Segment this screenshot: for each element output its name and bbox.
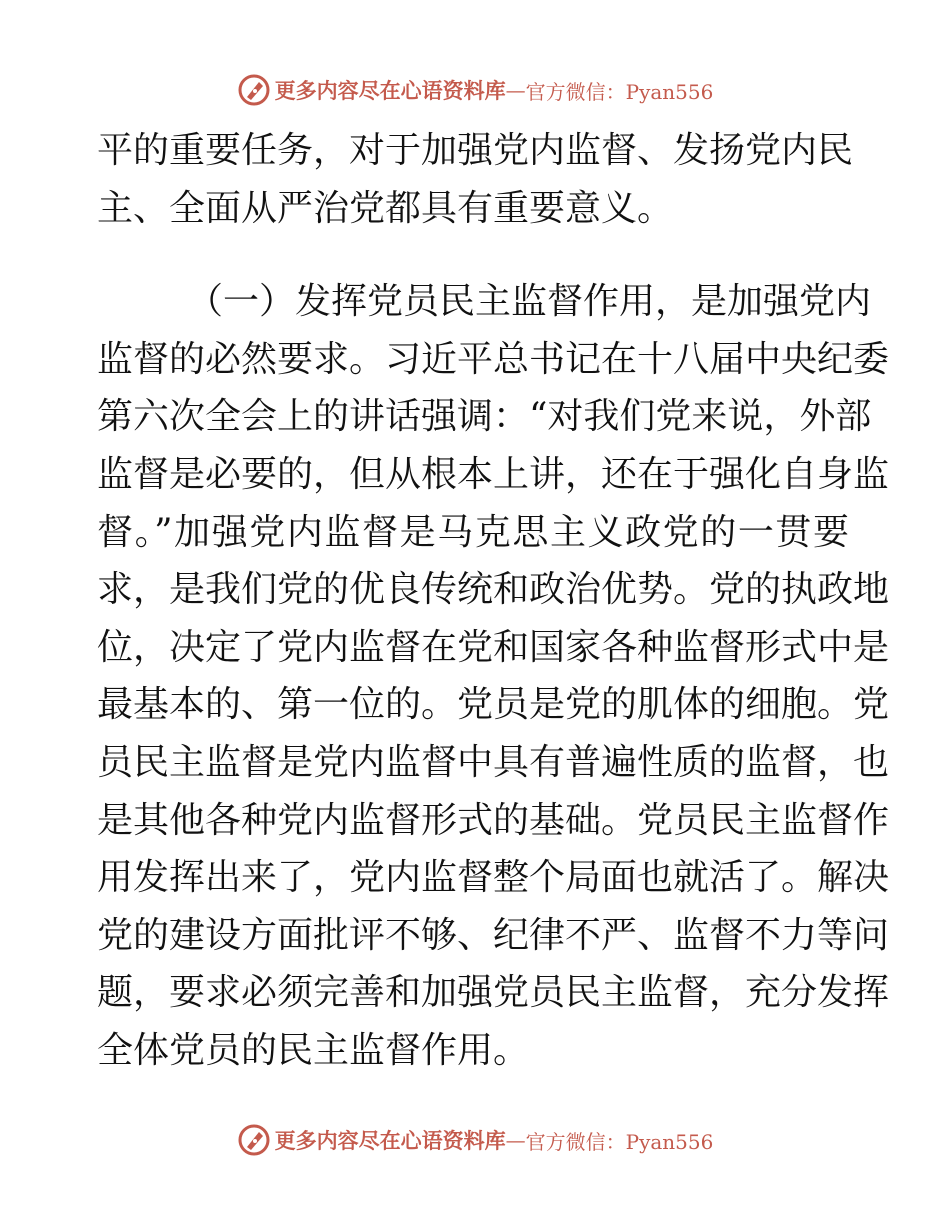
- paragraph-line: 主、全面从严治党都具有重要意义。: [97, 187, 674, 229]
- paragraph-line: 平的重要任务，对于加强党内监督、发扬党内民: [97, 130, 854, 171]
- paragraph-line: 监督的必然要求。习近平总书记在十八届中央纪委: [97, 338, 890, 380]
- paragraph-line: 题，要求必须完善和加强党员民主监督，充分发挥: [97, 972, 890, 1014]
- paragraph-line: 用发挥出来了，党内监督整个局面也就活了。解决: [97, 857, 890, 899]
- document-body: [97, 122, 890, 1080]
- paragraph-line: 监督是必要的，但从根本上讲，还在于强化自身监: [97, 453, 890, 495]
- section-heading-line: （一）发挥党员民主监督作用，是加强党内: [187, 281, 872, 323]
- paragraph-line: 求，是我们党的优良传统和政治优势。党的执政地: [97, 569, 890, 611]
- paragraph-line: 党的建设方面批评不够、纪律不严、监督不力等问: [97, 914, 890, 956]
- banner-slogan: 更多内容尽在心语资料库: [274, 1128, 506, 1153]
- paragraph-line: 最基本的、第一位的。党员是党的肌体的细胞。党: [97, 684, 890, 726]
- paragraph-line: 督。”加强党内监督是马克思主义政党的一贯要: [97, 511, 849, 553]
- banner-separator: —: [505, 78, 526, 102]
- banner-wechat: 官方微信：Pyan556: [525, 79, 714, 104]
- paragraph-line: 位，决定了党内监督在党和国家各种监督形式中是: [97, 626, 890, 668]
- pen-nib-icon: [237, 73, 271, 107]
- paragraph-line: 是其他各种党内监督形式的基础。党员民主监督作: [97, 799, 890, 841]
- header-banner: [0, 70, 950, 110]
- pen-nib-icon: [237, 1123, 271, 1157]
- banner-slogan: 更多内容尽在心语资料库: [274, 78, 506, 103]
- paragraph-line: 第六次全会上的讲话强调：“对我们党来说，外部: [97, 396, 872, 438]
- paragraph-line: 员民主监督是党内监督中具有普遍性质的监督，也: [97, 741, 890, 783]
- footer-banner: [0, 1120, 950, 1160]
- banner-wechat: 官方微信：Pyan556: [525, 1129, 714, 1154]
- paragraph-line: 全体党员的民主监督作用。: [97, 1029, 530, 1071]
- banner-separator: —: [505, 1128, 526, 1152]
